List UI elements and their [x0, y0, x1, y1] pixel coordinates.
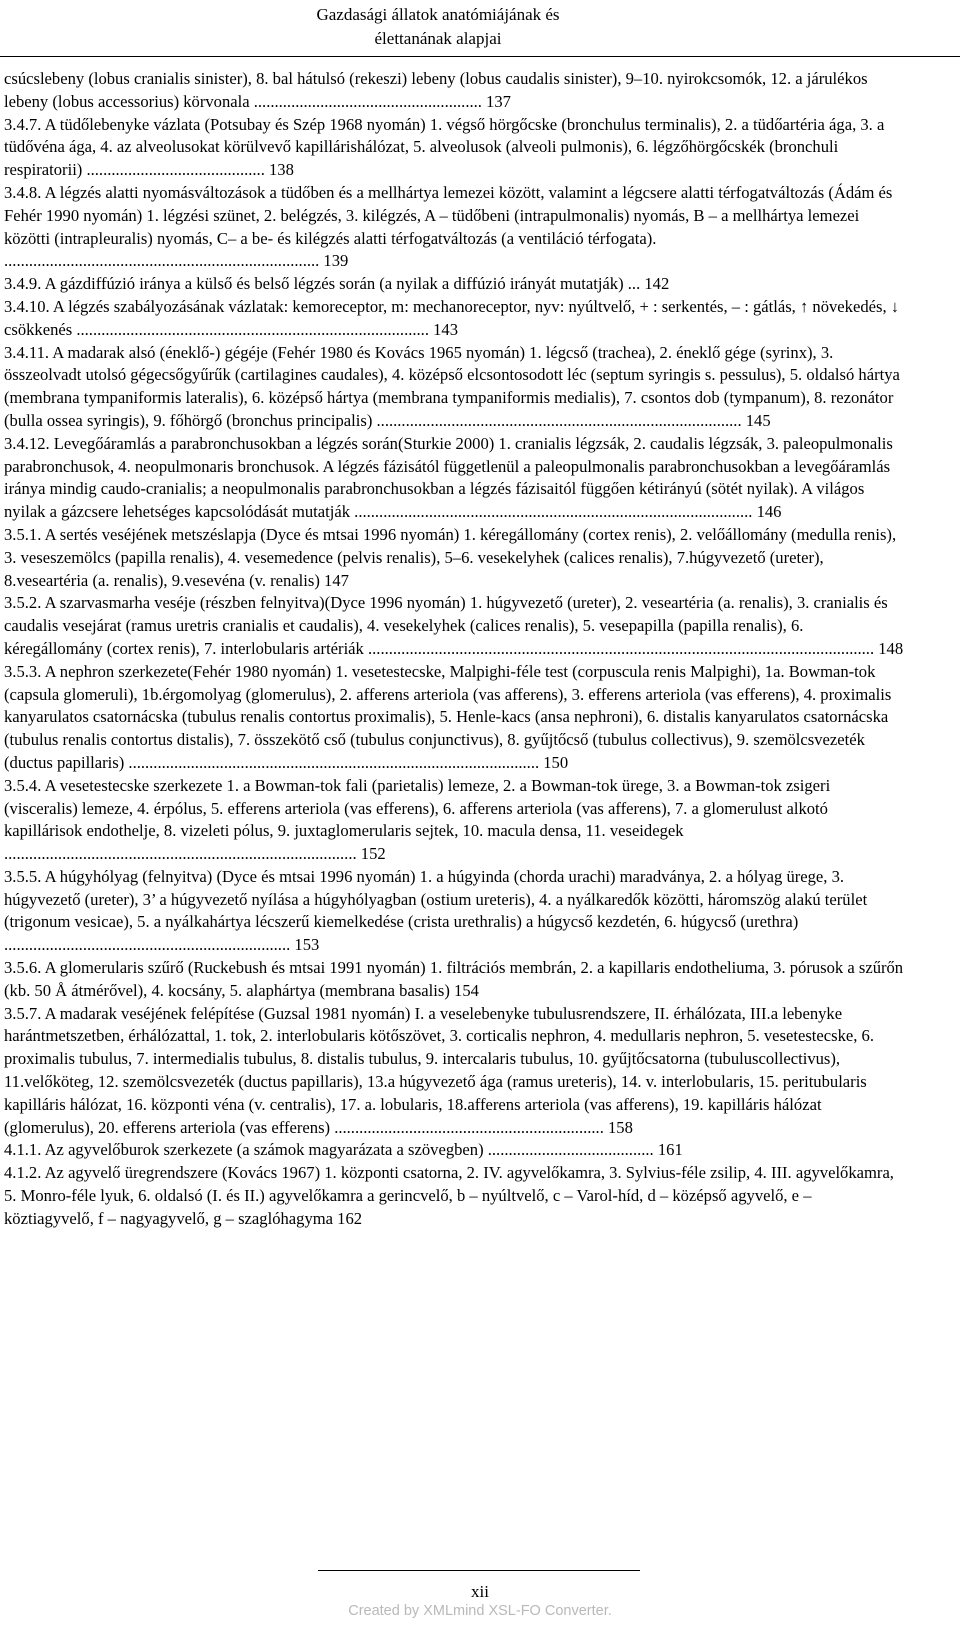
figure-list-entry: 3.4.8. A légzés alatti nyomásváltozások a tüdőben és a mellhártya lemezei között, valamint a légcsere alatti térfogatváltozás (Ádám és Fehér 1990 nyomán) 1. légzési szünet, 2. belégzés, 3. kilégzés, A – tüdőbeni (intrapulmonalis) nyomás, B – a mellhártya lemezei közötti (intrapleuralis) nyomás, C– a be- és kilégzés alatti térfogatváltozás (a ventiláció térfogata). ............................................................................ 139 — [4, 182, 893, 271]
page-number: xii — [471, 1582, 489, 1601]
credit-suffix: . — [607, 1603, 612, 1619]
figure-list-entry: 3.5.1. A sertés veséjének metszéslapja (Dyce és mtsai 1996 nyomán) 1. kéregállomány (cortex renis), 2. velőállomány (medulla renis), 3. veseszemölcs (papilla renalis), 4. vesemedence (pelvis renalis), 5–6. vesekelyhek (calices renalis), 7.húgyvezető (ureter), 8.veseartéria (a. renalis), 9.vesevéna (v. renalis) 147 — [4, 524, 897, 590]
figure-list-entry: 3.4.12. Levegőáramlás a parabronchusokban a légzés során(Sturkie 2000) 1. cranialis légzsák, 2. caudalis légzsák, 3. paleopulmonalis parabronchusok, 4. neopulmonaris bronchusok. A légzés fázisától függetlenül a paleopulmonalis parabronchusokban a levegőáramlás iránya mindig caudo-cranialis; a neopulmonalis parabronchusokban a légzés fázisaitól függően kétirányú (sötét nyilak). A világos nyilak a gázcsere lehetséges kapcsolódását mutatják ................................................................................................ 146 — [4, 433, 893, 522]
credit-prefix: Created by — [348, 1603, 424, 1619]
credit-tool-link[interactable]: XMLmind XSL-FO Converter — [423, 1603, 608, 1619]
figure-list-entry: 3.4.11. A madarak alsó (éneklő-) gégéje (Fehér 1980 és Kovács 1965 nyomán) 1. légcső (trachea), 2. éneklő gége (syrinx), 3. összeolvadt utolsó gégecsőgyűrűk (cartilagines caudales), 4. középső elcsontosodott léc (septum syringis s. pessulus), 5. oldalsó hártya (membrana tympaniformis lateralis), 6. középső hártya (membrana tympaniformis medialis), 7. csontos dob (tympanum), 8. rezonátor (bulla ossea syringis), 9. főhörgő (bronchus principalis) ........................................................................................ 145 — [4, 342, 900, 430]
figure-list-entry: 3.4.9. A gázdiffúzió iránya a külső és belső légzés során (a nyilak a diffúzió irányát mutatják) ... 142 — [4, 274, 670, 294]
figure-list-entry: 3.5.7. A madarak veséjének felépítése (Guzsal 1981 nyomán) I. a veselebenyke tubulusrendszere, II. érhálózata, III.a lebenyke harántmetszetben, érhálózattal, 1. tok, 2. interlobularis kötőszövet, 3. corticalis nephron, 4. medullaris nephron, 5. vesetestecske, 6. proximalis tubulus, 7. intermedialis tubulus, 8. distalis tubulus, 9. intercalaris tubulus, 10. gyűjtőcsatorna (tubuluscollectivus), 11.velőköteg, 12. szemölcsvezeték (ductus papillaris), 13.a húgyvezető ága (ramus ureteris), 14. v. interlobularis, 15. peritubularis kapilláris hálózat, 16. központi véna (v. centralis), 17. a. lobularis, 18.afferens arteriola (vas afferens), 19. kapilláris hálózat (glomerulus), 20. efferens arteriola (vas efferens) ................................................................. 158 — [4, 1003, 874, 1137]
converter-credit — [0, 1603, 960, 1619]
header-title-line-1: Gazdasági állatok anatómiájának és — [316, 5, 560, 24]
figure-list-entry: 3.5.6. A glomerularis szűrő (Ruckebush és mtsai 1991 nyomán) 1. filtrációs membrán, 2. a kapillaris endotheliuma, 3. pórusok a szűrőn (kb. 50 Å átmérővel), 4. kocsány, 5. alaphártya (membrana basalis) 154 — [4, 958, 904, 1000]
figure-list-entry: 3.5.5. A húgyhólyag (felnyitva) (Dyce és mtsai 1996 nyomán) 1. a húgyinda (chorda urachi) maradványa, 2. a hólyag ürege, 3. húgyvezető (ureter), 3’ a húgyvezető nyílása a húgyhólyagban (ostium ureteris), 4. a nyálkaredők közötti, háromszög alakú terület (trigonum vesicae), 5. a nyálkahártya lécszerű kiemelkedése (crista urethralis) a húgycső kezdetén, 6. húgycső (urethra) ..................................................................... 153 — [4, 866, 868, 955]
footer-divider — [318, 1570, 640, 1571]
figure-list-entry: 3.4.7. A tüdőlebenyke vázlata (Potsubay és Szép 1968 nyomán) 1. végső hörgőcske (bronchulus terminalis), 2. a tüdőartéria ága, 3. a tüdővéna ága, 4. az alveolusokat körülvevő kapillárishálózat, 5. alveolusok (alveoli pulmonis), 6. légzőhörgőcskék (bronchuli respiratorii) ........................................... 138 — [4, 114, 885, 180]
figure-list-entry: 3.5.3. A nephron szerkezete(Fehér 1980 nyomán) 1. vesetestecske, Malpighi-féle test (corpuscula renis Malpighi), 1a. Bowman-tok (capsula glomeruli), 1b.érgomolyag (glomerulus), 2. afferens arteriola (vas afferens), 3. efferens arteriola (vas efferens), 4. proximalis kanyarulatos csatornácska (tubulus renalis contortus proximalis), 5. Henle-kacs (ansa nephroni), 6. distalis kanyarulatos csatornácska (tubulus renalis contortus distalis), 7. összekötő cső (tubulus conjunctivus), 8. gyűjtőcső (tubulus collectivus), 9. szemölcsvezeték (ductus papillaris) ................................................................................................... 150 — [4, 661, 892, 772]
figure-list-entry: 4.1.1. Az agyvelőburok szerkezete (a számok magyarázata a szövegben) ........................................ 161 — [4, 1140, 683, 1160]
header-divider — [0, 56, 960, 57]
figure-list-entry: 3.5.4. A vesetestecske szerkezete 1. a Bowman-tok fali (parietalis) lemeze, 2. a Bowman-tok ürege, 3. a Bowman-tok zsigeri (visceralis) lemeze, 4. érpólus, 5. efferens arteriola (vas efferens), 6. afferens arteriola (vas afferens), 7. a glomerulust alkotó kapillárisok endothelje, 8. vizeleti pólus, 9. juxtaglomerularis sejtek, 10. macula densa, 11. veseidegek ..................................................................................... 152 — [4, 775, 831, 864]
figure-list-entry: 4.1.2. Az agyvelő üregrendszere (Kovács 1967) 1. központi csatorna, 2. IV. agyvelőkamra, 3. Sylvius-féle zsilip, 4. III. agyvelőkamra, 5. Monro-féle lyuk, 6. oldalsó (I. és II.) agyvelőkamra a gerincvelő, b – nyúltvelő, c – Varol-híd, d – középső agyvelő, e – köztiagyvelő, f – nagyagyvelő, g – szaglóhagyma 162 — [4, 1163, 894, 1228]
figure-list-entry: 3.5.2. A szarvasmarha veséje (részben felnyitva)(Dyce 1996 nyomán) 1. húgyvezető (ureter), 2. veseartéria (a. renalis), 3. cranialis és caudalis vesejárat (ramus uretris cranialis et caudalis), 4. vesekelyhek (calices renalis), 5. vesepapilla (papilla renalis), 6. kéregállomány (cortex renis), 7. interlobularis artériák .......................................................................................................................... 148 — [4, 593, 904, 658]
figure-list — [4, 68, 904, 1231]
figure-list-entry: csúcslebeny (lobus cranialis sinister), 8. bal hátulsó (rekeszi) lebeny (lobus caudalis sinister), 9–10. nyirokcsomók, 12. a járulékos lebeny (lobus accessorius) körvonala ....................................................... 137 — [4, 69, 868, 111]
header-title-line-2: élettanának alapjai — [374, 29, 502, 48]
figure-list-entry: 3.4.10. A légzés szabályozásának vázlatak: kemoreceptor, m: mechanoreceptor, nyv: nyúltvelő, + : serkentés, – : gátlás, ↑ növekedés, ↓ csökkenés ..................................................................................... 143 — [4, 296, 900, 339]
running-header — [238, 3, 638, 51]
